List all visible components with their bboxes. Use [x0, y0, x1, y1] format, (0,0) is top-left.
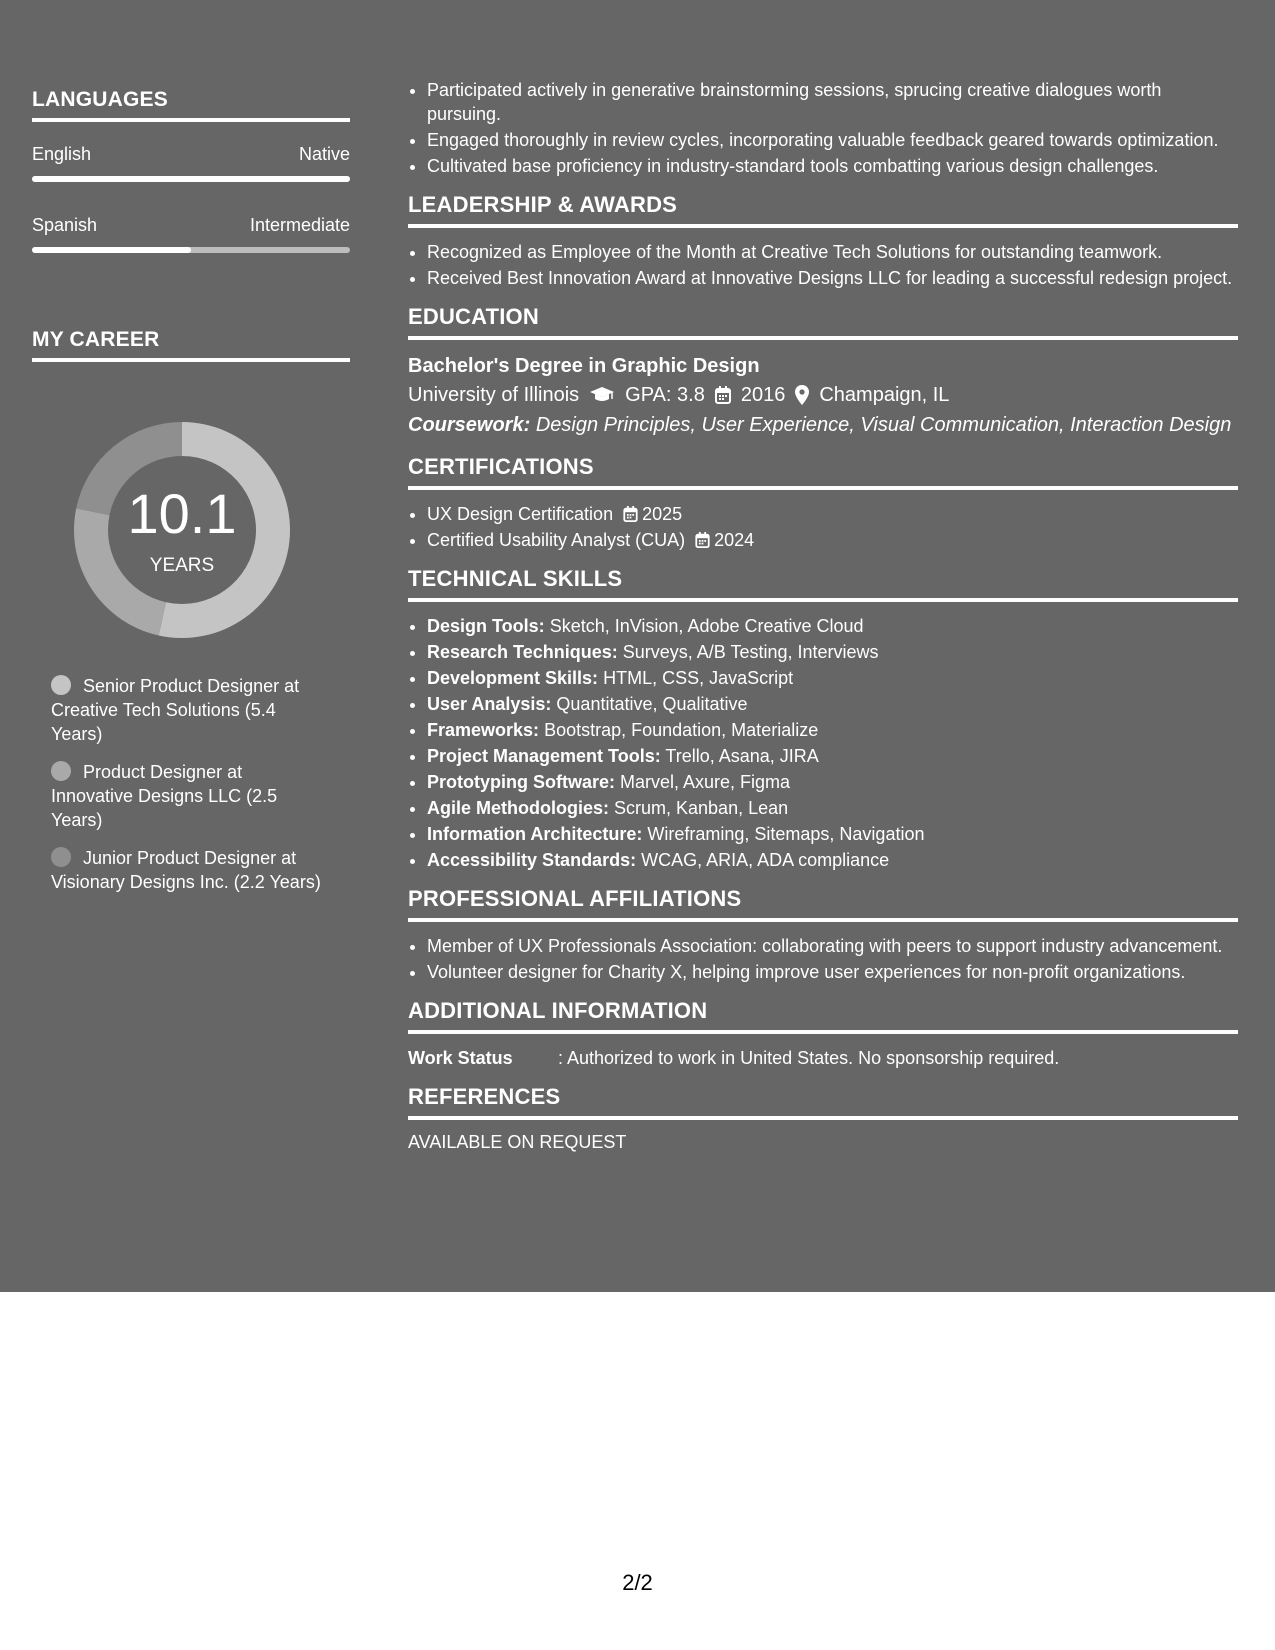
divider: [408, 1030, 1238, 1034]
graduation-cap-icon: [589, 386, 615, 404]
list-item: • Recognized as Employee of the Month at Creative Tech Solutions for outstanding teamwork.: [427, 240, 1238, 264]
coursework-list: Design Principles, User Experience, Visual Communication, Interaction Design: [535, 414, 1232, 436]
divider: [32, 118, 350, 122]
education-section: [408, 304, 1238, 440]
career-role-text: Senior Product Designer at Creative Tech Solutions (5.4 Years): [51, 676, 300, 744]
career-donut-chart: [67, 415, 297, 645]
skill-label: Frameworks:: [427, 720, 540, 740]
language-item: [32, 215, 350, 253]
skills-section: [408, 566, 1238, 872]
section-title: LEADERSHIP & AWARDS: [408, 192, 678, 217]
divider: [408, 1116, 1238, 1120]
skill-value: Quantitative, Qualitative: [556, 694, 748, 714]
list-item: [427, 718, 1238, 742]
career-role: [51, 846, 321, 894]
cert-name: Certified Usability Analyst (CUA): [427, 530, 686, 550]
skill-label: Prototyping Software:: [427, 772, 615, 792]
info-key: Work Status: [408, 1048, 513, 1068]
language-level: Intermediate: [249, 215, 350, 235]
list-item: [427, 692, 1238, 716]
calendar-icon: [623, 506, 638, 522]
calendar-icon: [715, 386, 731, 404]
references-section: [408, 1084, 1238, 1153]
experience-bullets: [408, 78, 1238, 178]
divider: [408, 486, 1238, 490]
section-title: TECHNICAL SKILLS: [408, 566, 623, 591]
language-name: English: [32, 144, 92, 164]
skill-value: Bootstrap, Foundation, Materialize: [544, 720, 819, 740]
proficiency-bar: [32, 247, 350, 253]
calendar-icon: [695, 532, 710, 548]
cert-year: 2024: [714, 530, 755, 550]
skill-label: Information Architecture:: [427, 824, 643, 844]
list-item: [427, 848, 1238, 872]
language-item: [32, 144, 350, 182]
list-item: [427, 528, 1238, 552]
skills-list: [408, 614, 1238, 872]
skill-value: Trello, Asana, JIRA: [665, 746, 819, 766]
skill-label: Accessibility Standards:: [427, 850, 637, 870]
section-title: EDUCATION: [408, 304, 539, 329]
list-item: [427, 502, 1238, 526]
language-name: Spanish: [32, 215, 98, 235]
list-item: [427, 744, 1238, 768]
coursework: [408, 410, 1238, 440]
proficiency-bar: [32, 176, 350, 182]
skill-value: Surveys, A/B Testing, Interviews: [622, 642, 879, 662]
divider: [408, 598, 1238, 602]
section-title: CERTIFICATIONS: [408, 454, 594, 479]
cert-name: UX Design Certification: [427, 504, 614, 524]
coursework-label: Coursework:: [408, 414, 531, 436]
skill-value: Scrum, Kanban, Lean: [614, 798, 789, 818]
legend-dot-icon: [51, 761, 71, 781]
career-role-text: Junior Product Designer at Visionary Designs Inc. (2.2 Years): [51, 848, 321, 892]
divider: [408, 336, 1238, 340]
skill-value: Wireframing, Sitemaps, Navigation: [647, 824, 925, 844]
skill-label: Agile Methodologies:: [427, 798, 609, 818]
career-total: 10.1: [127, 482, 237, 545]
list-item: • Received Best Innovation Award at Innovative Designs LLC for leading a successful redesign project.: [427, 266, 1238, 290]
list-item: [427, 796, 1238, 820]
list-item: [427, 822, 1238, 846]
graduation-year: 2016: [740, 384, 786, 406]
skill-value: WCAG, ARIA, ADA compliance: [641, 850, 890, 870]
divider: [408, 918, 1238, 922]
career-unit: YEARS: [149, 555, 215, 576]
career-role: [51, 760, 321, 832]
list-item: • Engaged thoroughly in review cycles, incorporating valuable feedback geared towards optimization.: [427, 128, 1238, 152]
skill-label: Design Tools:: [427, 616, 545, 636]
skill-value: Sketch, InVision, Adobe Creative Cloud: [549, 616, 864, 636]
info-value: : Authorized to work in United States. No sponsorship required.: [558, 1048, 1060, 1068]
location: Champaign, IL: [819, 384, 950, 406]
page-number: 2/2: [622, 1570, 653, 1595]
right-column: [408, 78, 1238, 1153]
proficiency-fill: [32, 176, 350, 182]
gpa: GPA: 3.8: [625, 384, 705, 406]
career-role-text: Product Designer at Innovative Designs LLC (2.5 Years): [51, 762, 278, 830]
section-title: ADDITIONAL INFORMATION: [408, 998, 708, 1023]
list-item: [427, 640, 1238, 664]
info-row: [408, 1046, 1238, 1070]
languages-title: LANGUAGES: [32, 88, 168, 111]
career-title: MY CAREER: [32, 328, 160, 351]
affiliations-section: [408, 886, 1238, 984]
list-item: [427, 614, 1238, 638]
list-item: • Participated actively in generative brainstorming sessions, sprucing creative dialogues worth pursuing.: [427, 78, 1238, 126]
skill-label: User Analysis:: [427, 694, 552, 714]
education-details: [408, 380, 1238, 410]
cert-year: 2025: [642, 504, 683, 524]
leadership-section: [408, 192, 1238, 290]
list-item: • Member of UX Professionals Association: collaborating with peers to support industry advancement.: [427, 934, 1238, 958]
skill-label: Project Management Tools:: [427, 746, 661, 766]
list-item: [427, 770, 1238, 794]
references-text: AVAILABLE ON REQUEST: [408, 1132, 627, 1152]
certifications-section: [408, 454, 1238, 552]
legend-dot-icon: [51, 847, 71, 867]
career-role: [51, 674, 321, 746]
skill-label: Research Techniques:: [427, 642, 618, 662]
location-pin-icon: [795, 385, 809, 405]
skill-value: HTML, CSS, JavaScript: [603, 668, 794, 688]
section-title: REFERENCES: [408, 1084, 561, 1109]
language-level: Native: [298, 144, 350, 164]
skill-value: Marvel, Axure, Figma: [620, 772, 791, 792]
skill-label: Development Skills:: [427, 668, 599, 688]
list-item: • Cultivated base proficiency in industry-standard tools combatting various design challenges.: [427, 154, 1238, 178]
career-legend: [51, 674, 321, 908]
left-column: [32, 88, 350, 892]
degree: Bachelor's Degree in Graphic Design: [408, 355, 760, 377]
divider: [408, 224, 1238, 228]
school: University of Illinois: [408, 384, 580, 406]
section-title: PROFESSIONAL AFFILIATIONS: [408, 886, 742, 911]
list-item: [427, 666, 1238, 690]
legend-dot-icon: [51, 675, 71, 695]
divider: [32, 358, 350, 362]
list-item: • Volunteer designer for Charity X, helping improve user experiences for non-profit organizations.: [427, 960, 1238, 984]
additional-section: [408, 998, 1238, 1070]
proficiency-fill: [32, 247, 191, 253]
